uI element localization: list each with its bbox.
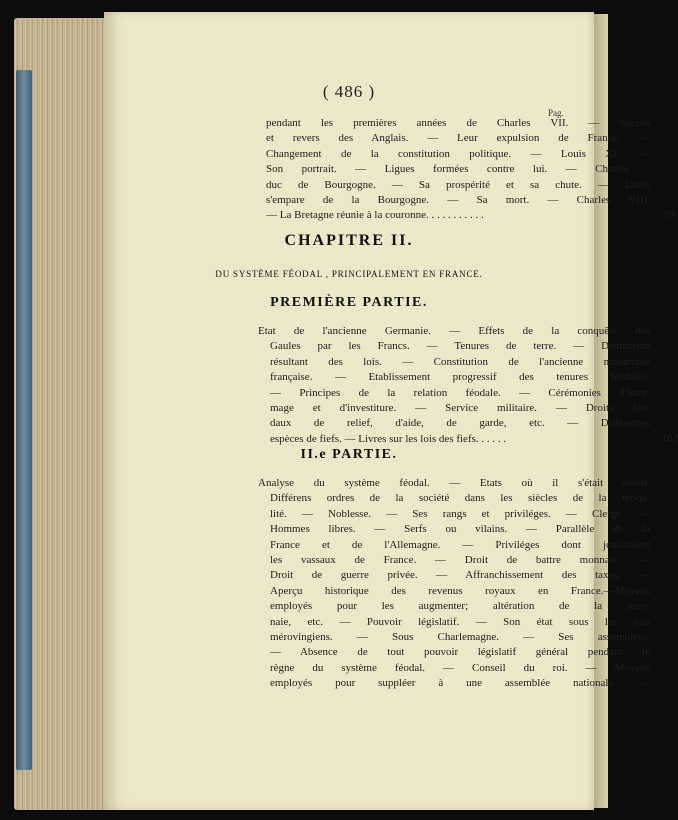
book-page bbox=[104, 12, 678, 810]
summary-line: employés pour suppléer à une assemblée nationale. — bbox=[270, 677, 650, 690]
page-number: ( 486 ) bbox=[322, 82, 376, 101]
summary-line: Droit de guerre privée. — Affranchissement des taxes. — bbox=[270, 569, 650, 582]
pag-column-label: Pag. bbox=[548, 108, 564, 118]
entry-line: Changement de la constitution politique. — Louis XI. — bbox=[266, 147, 650, 160]
summary-line: Différens ordres de la société dans les siècles de la féoda- bbox=[270, 492, 650, 505]
entry-line: et revers des Anglais. — Leur expulsion de France. — bbox=[266, 132, 650, 145]
entry-line: pendant les premières années de Charles VII. — Succès bbox=[266, 117, 650, 129]
summary-line: française. — Etablissement progressif des tenures féodales. bbox=[270, 371, 650, 384]
continued-entry bbox=[266, 116, 674, 224]
summary-line: — Principes de la relation féodale. — Cérémonies d'hom- bbox=[270, 386, 650, 399]
summary-line: mérovingiens. — Sous Charlemagne. — Ses assemblées. bbox=[270, 631, 650, 644]
summary-line: — Absence de tout pouvoir législatif général pendant le bbox=[270, 646, 650, 659]
summary-line: naie, etc. — Pouvoir législatif. — Son état sous les rois bbox=[270, 615, 650, 628]
entry-line: duc de Bourgogne. — Sa prospérité et sa chute. — Louis bbox=[266, 178, 650, 191]
book-cover-board bbox=[16, 70, 32, 770]
summary-line: France et de l'Allemagne. — Priviléges dont jouissaient bbox=[270, 538, 650, 551]
page-reference: 79 bbox=[663, 209, 674, 221]
summary-line: employés pour les augmenter; altération de la mon- bbox=[270, 600, 650, 613]
entry-line: Son portrait. — Ligues formées contre lui. — Charles , bbox=[266, 163, 650, 176]
summary-line: résultant des lois. — Constitution de l'ancienne monarchie bbox=[270, 355, 650, 368]
summary-line: les vassaux de France. — Droit de battre monnaie. — bbox=[270, 554, 650, 567]
chapter-title: CHAPITRE II. bbox=[284, 232, 414, 249]
summary-line: Hommes libres. — Serfs ou vilains. — Parallèle de la bbox=[270, 523, 650, 536]
summary-line: mage et d'investiture. — Service militaire. — Droits féo- bbox=[270, 402, 650, 415]
part-two-summary bbox=[258, 476, 650, 692]
summary-line: espèces de fiefs. — Livres sur les lois des fiefs. . . . . . bbox=[270, 432, 507, 445]
summary-line: Analyse du système féodal. — Etats où il s'était établi. bbox=[258, 477, 650, 489]
entry-line: s'empare de la Bourgogne. — Sa mort. — Charles VIII. bbox=[266, 194, 650, 207]
part-two-title: II.e PARTIE. bbox=[300, 447, 398, 462]
part-one-summary bbox=[258, 324, 678, 447]
summary-line: daux de relief, d'aide, de garde, etc. — Différentes bbox=[270, 417, 650, 430]
page-reference: 163 bbox=[661, 432, 678, 444]
part-one-title: PREMIÈRE PARTIE. bbox=[270, 295, 428, 310]
summary-line: règne du système féodal. — Conseil du roi. — Moyens bbox=[270, 661, 650, 674]
summary-line: Aperçu historique des revenus royaux en France.—Moyens bbox=[270, 584, 650, 597]
summary-line: Gaules par les Francs. — Tenures de terre. — Distinction bbox=[270, 340, 650, 353]
summary-line: lité. — Noblesse. — Ses rangs et priviléges. — Clergé. — bbox=[270, 507, 650, 520]
chapter-subtitle: DU SYSTÈME FÉODAL , PRINCIPALEMENT EN FRANCE. bbox=[215, 269, 483, 279]
entry-line: — La Bretagne réunie à la couronne. . . . . . . . . . . bbox=[266, 209, 484, 222]
summary-line: Etat de l'ancienne Germanie. — Effets de la conquête des bbox=[258, 325, 650, 337]
